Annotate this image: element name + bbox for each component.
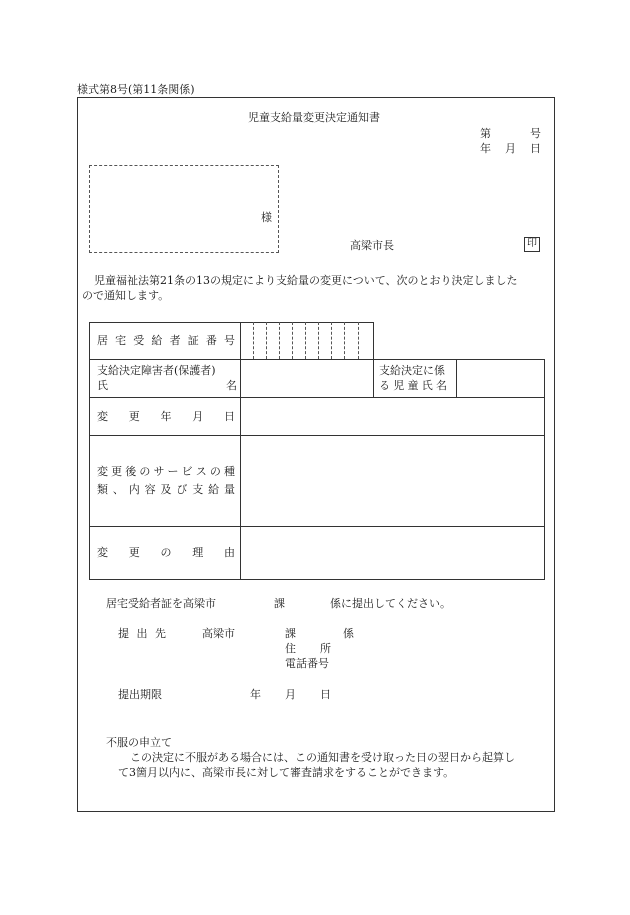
table-line xyxy=(89,579,545,580)
digit-divider xyxy=(253,322,254,359)
digit-divider xyxy=(266,322,267,359)
deadline-day: 日 xyxy=(320,688,331,701)
reason-label: 変 更 の 理 由 xyxy=(97,546,235,559)
digit-divider xyxy=(318,322,319,359)
address-honorific: 様 xyxy=(261,211,272,224)
form-id: 様式第8号(第11条関係) xyxy=(77,83,195,96)
table-line xyxy=(456,359,457,397)
dest-city: 高梁市 xyxy=(202,627,235,640)
digit-divider xyxy=(292,322,293,359)
table-line xyxy=(89,526,544,527)
dest-ka: 課 xyxy=(285,627,296,640)
date-year: 年 xyxy=(480,142,491,155)
table-line xyxy=(544,359,545,579)
dest-kakari: 係 xyxy=(343,627,354,640)
number-go: 号 xyxy=(530,127,541,140)
service-label-1: 変 更 後 の サ ー ビ ス の 種 xyxy=(97,465,235,478)
guardian-label-1: 支給決定障害者(保護者) xyxy=(97,364,216,377)
seal-mark: 印 xyxy=(524,237,540,252)
guardian-label-2a: 氏 xyxy=(97,379,108,392)
submit-instruction-c: 係に提出してください。 xyxy=(330,597,451,610)
submit-instruction-a: 居宅受給者証を高梁市 xyxy=(106,597,216,610)
intro-line-2: ので通知します。 xyxy=(82,289,170,302)
service-label-2: 類 、 内 容 及 び 支 給 量 xyxy=(97,483,235,496)
issuer-name: 高梁市長 xyxy=(350,239,394,252)
digit-divider xyxy=(358,322,359,359)
intro-line-1: 児童福祉法第21条の13の規定により支給量の変更について、次のとおり決定しました xyxy=(94,274,518,287)
deadline-month: 月 xyxy=(285,688,296,701)
appeal-heading: 不服の申立て xyxy=(106,736,172,749)
table-line xyxy=(89,359,544,360)
address-box xyxy=(89,165,279,253)
deadline-year: 年 xyxy=(250,688,261,701)
date-month: 月 xyxy=(505,142,516,155)
change-date-label: 変 更 年 月 日 xyxy=(97,410,235,423)
digit-divider xyxy=(331,322,332,359)
appeal-line-2: て3箇月以内に、高梁市長に対して審査請求をすることができます。 xyxy=(118,766,455,779)
table-line xyxy=(89,435,544,436)
digit-divider xyxy=(279,322,280,359)
dest-label: 提 出 先 xyxy=(118,627,166,640)
digit-divider xyxy=(344,322,345,359)
table-line xyxy=(89,322,90,579)
guardian-label-2b: 名 xyxy=(226,379,237,392)
child-label-1: 支給決定に係 xyxy=(379,364,445,377)
table-line xyxy=(240,322,241,579)
submit-instruction-b: 課 xyxy=(274,597,285,610)
address-label: 住 所 xyxy=(285,642,331,655)
cert-no-label: 居 宅 受 給 者 証 番 号 xyxy=(97,334,235,347)
child-label-2: る 児 童 氏 名 xyxy=(379,379,447,392)
table-line xyxy=(89,397,544,398)
table-line xyxy=(373,322,374,359)
document-title: 児童支給量変更決定通知書 xyxy=(248,111,380,124)
appeal-line-1: この決定に不服がある場合には、この通知書を受け取った日の翌日から起算し xyxy=(130,751,515,764)
table-line xyxy=(373,359,374,397)
digit-divider xyxy=(305,322,306,359)
date-day: 日 xyxy=(530,142,541,155)
number-dai: 第 xyxy=(480,127,491,140)
phone-label: 電話番号 xyxy=(285,657,329,670)
deadline-label: 提出期限 xyxy=(118,688,162,701)
